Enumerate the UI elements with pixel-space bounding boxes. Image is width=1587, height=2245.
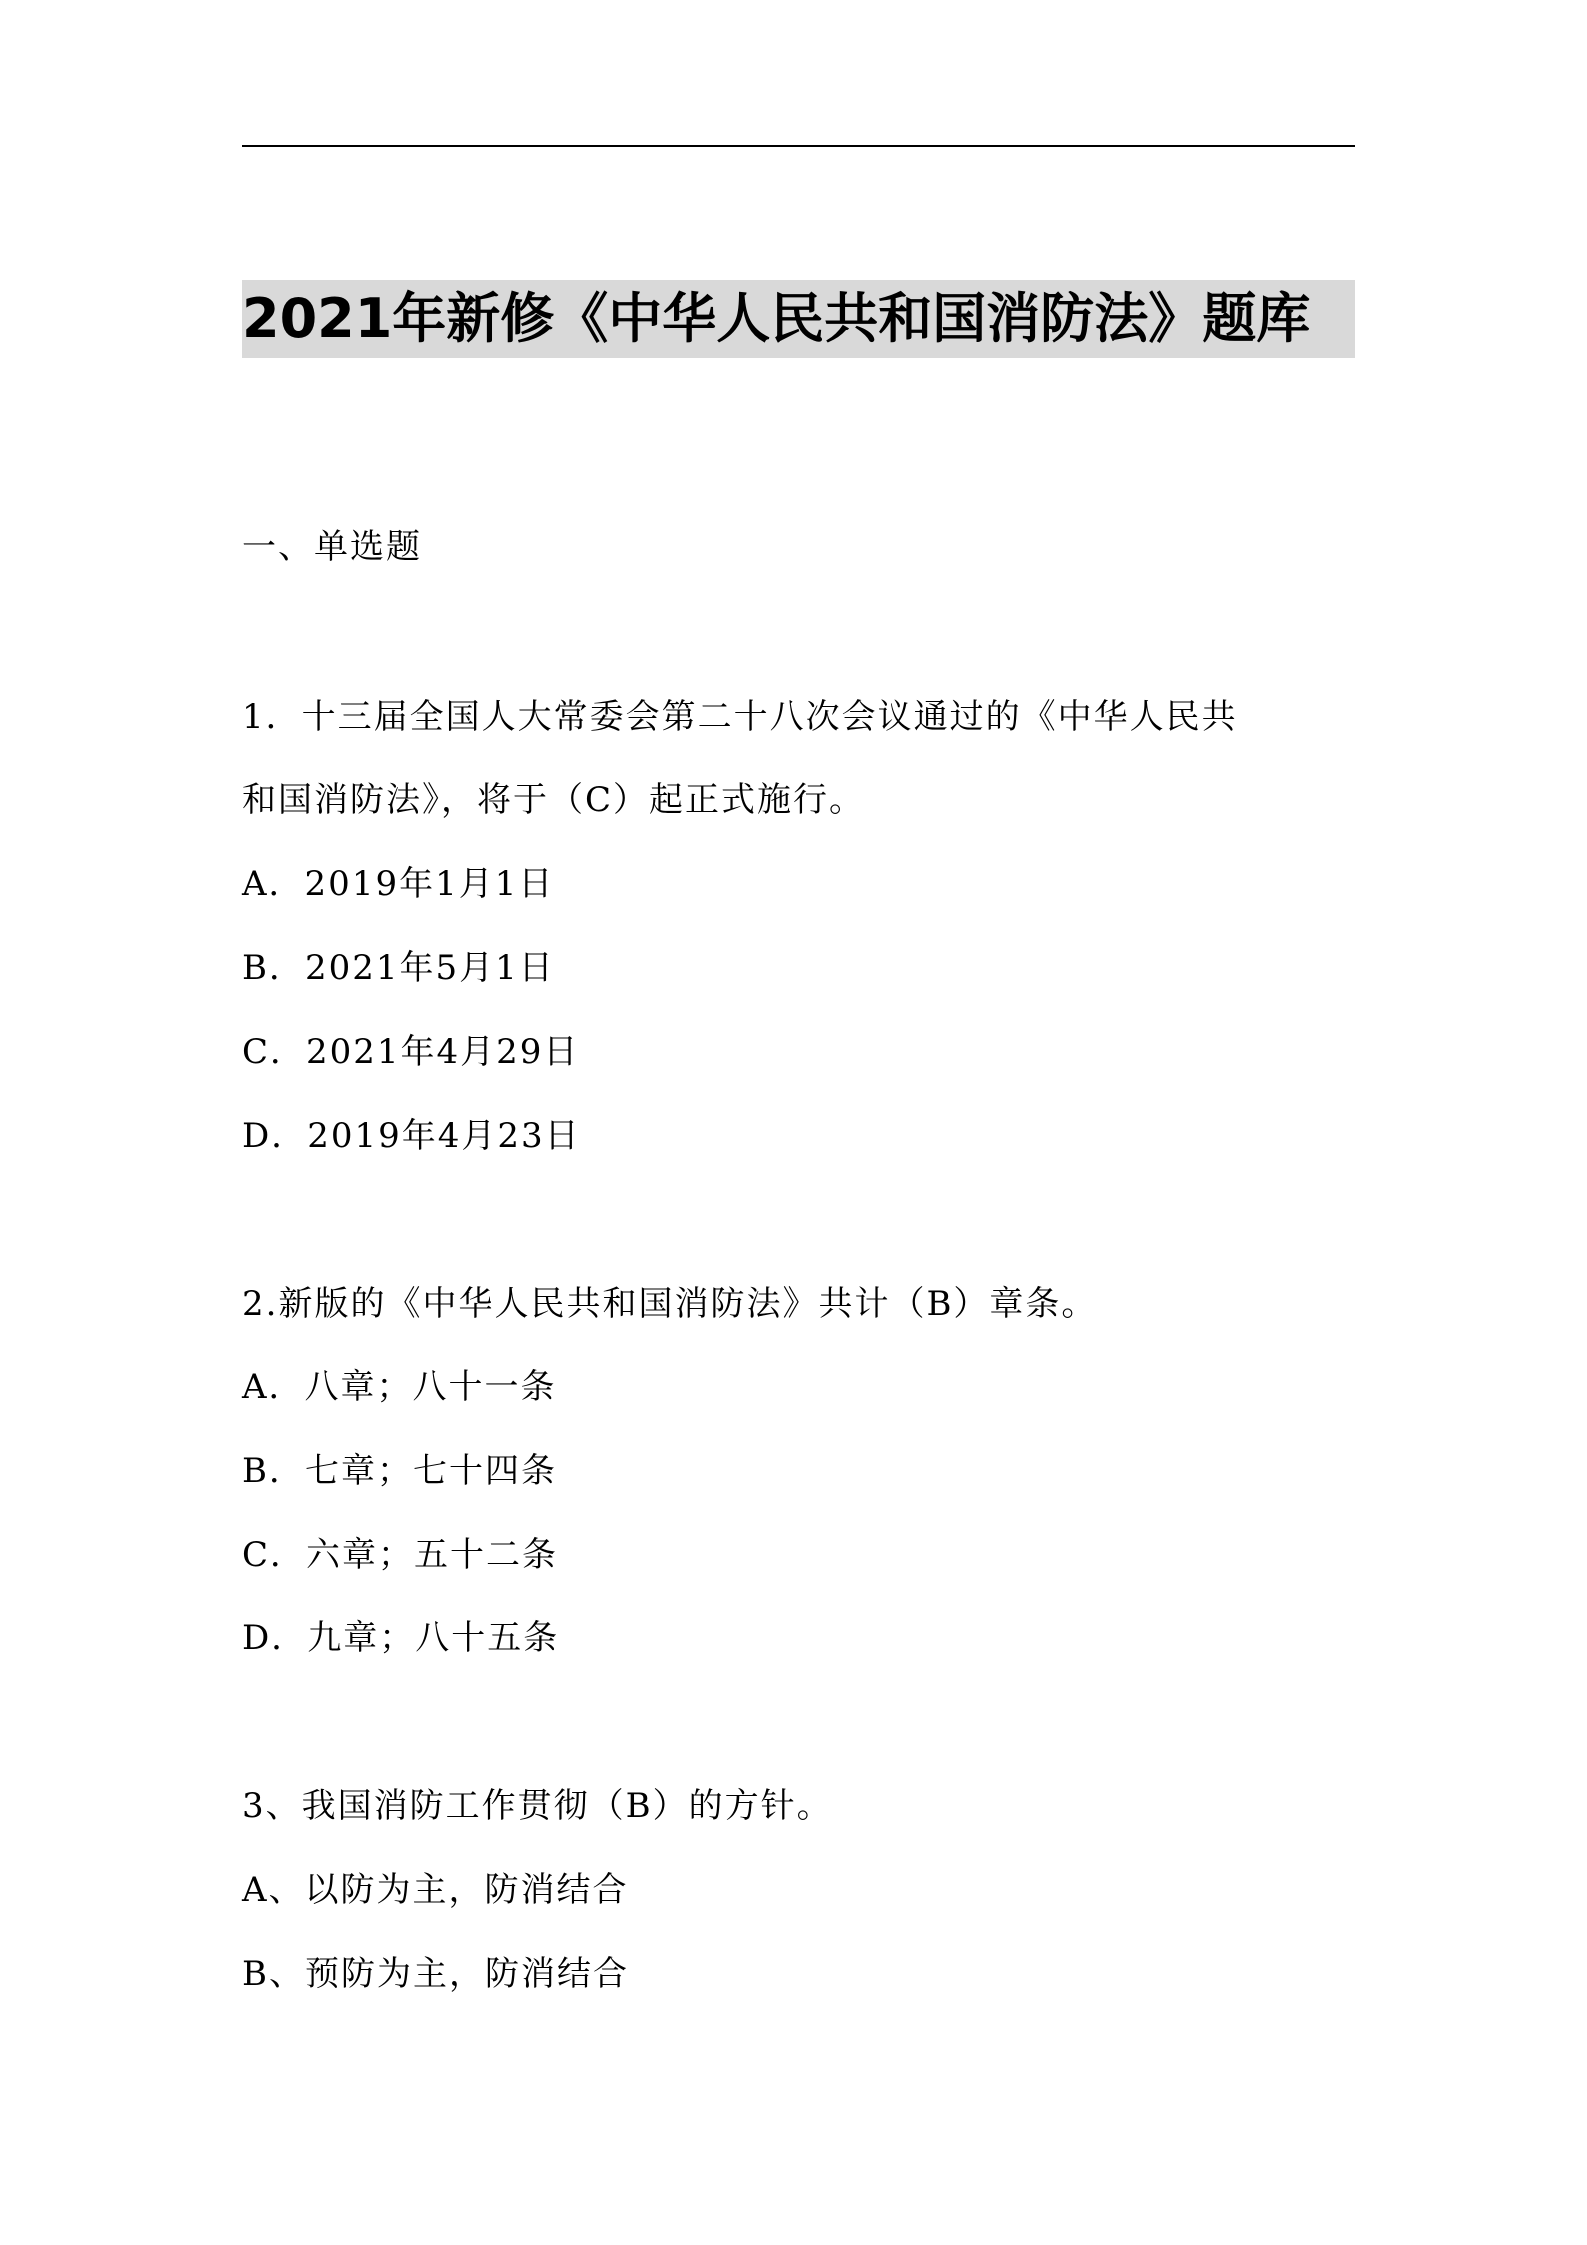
question-1-option-c: C．2021年4月29日 [242, 1032, 580, 1072]
question-2-option-c: C．六章；五十二条 [242, 1535, 559, 1575]
question-1-option-a: A．2019年1月1日 [242, 864, 555, 904]
header-rule [242, 145, 1355, 147]
question-1-option-d: D．2019年4月23日 [242, 1116, 581, 1156]
section-heading: 一、单选题 [242, 527, 422, 567]
question-1-option-b: B．2021年5月1日 [242, 948, 555, 988]
question-2-option-d: D．九章；八十五条 [242, 1618, 560, 1658]
question-2-option-a: A．八章；八十一条 [242, 1367, 557, 1407]
question-2-stem-line-1: 2.新版的《中华人民共和国消防法》共计（B）章条。 [242, 1284, 1098, 1324]
question-1-stem-line-2: 和国消防法》，将于（C）起正式施行。 [242, 780, 866, 820]
question-3-stem-line-1: 3、我国消防工作贯彻（B）的方针。 [242, 1786, 833, 1826]
document-title: 2021年新修《中华人民共和国消防法》题库 [242, 280, 1355, 358]
question-1-stem-line-1: 1．十三届全国人大常委会第二十八次会议通过的《中华人民共 [242, 697, 1238, 737]
question-3-option-a: A、以防为主，防消结合 [242, 1870, 629, 1910]
question-2-option-b: B．七章；七十四条 [242, 1451, 557, 1491]
question-3-option-b: B、预防为主，防消结合 [242, 1954, 629, 1994]
